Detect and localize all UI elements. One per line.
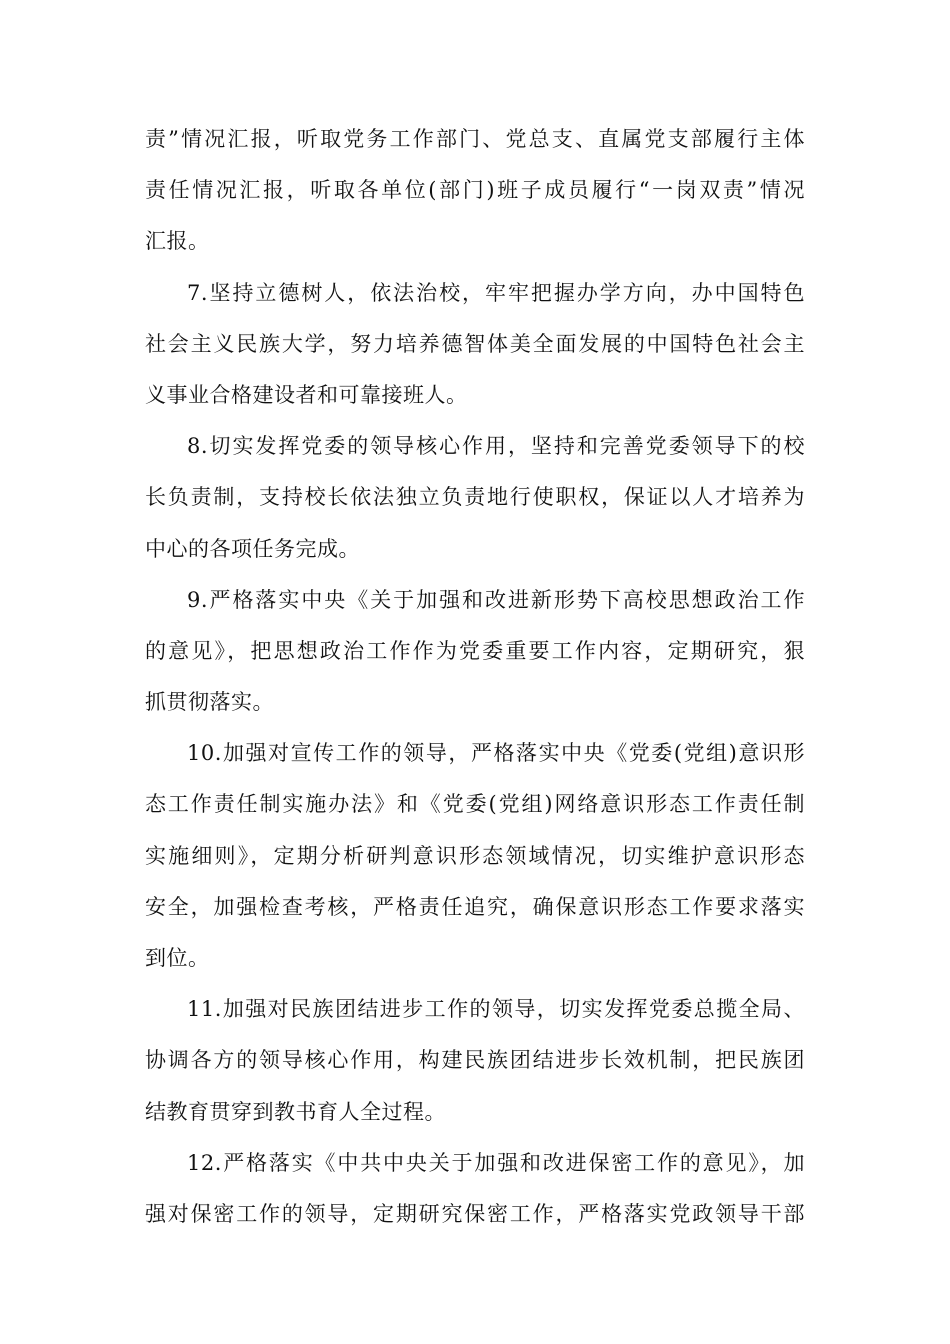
paragraph-line: 长负责制，支持校长依法独立负责地行使职权，保证以人才培养为 [145,485,805,510]
paragraph-line: 责任情况汇报，听取各单位(部门)班子成员履行“一岗双责”情况 [145,178,805,203]
paragraph-line: 7.坚持立德树人，依法治校，牢牢把握办学方向，办中国特色 [187,280,805,305]
paragraph-line: 协调各方的领导核心作用，构建民族团结进步长效机制，把民族团 [145,1048,805,1073]
paragraph-line: 12.严格落实《中共中央关于加强和改进保密工作的意见》，加 [187,1150,805,1175]
paragraph-line: 11.加强对民族团结进步工作的领导，切实发挥党委总揽全局、 [187,997,805,1022]
paragraph-line: 抓贯彻落实。 [145,690,274,715]
paragraph-line: 实施细则》，定期分析研判意识形态领域情况，切实维护意识形态 [145,843,805,868]
paragraph-line: 强对保密工作的领导，定期研究保密工作，严格落实党政领导干部 [145,1201,805,1226]
paragraph-line: 义事业合格建设者和可靠接班人。 [145,382,468,407]
paragraph-line: 10.加强对宣传工作的领导，严格落实中央《党委(党组)意识形 [187,741,805,766]
paragraph-line: 汇报。 [145,229,210,254]
paragraph-line: 中心的各项任务完成。 [145,536,360,561]
paragraph-line: 8.切实发挥党委的领导核心作用，坚持和完善党委领导下的校 [187,434,805,459]
paragraph-line: 态工作责任制实施办法》和《党委(党组)网络意识形态工作责任制 [145,792,805,817]
paragraph-line: 责”情况汇报，听取党务工作部门、党总支、直属党支部履行主体 [145,127,805,151]
document-body [145,114,805,1240]
paragraph-line: 的意见》，把思想政治工作作为党委重要工作内容，定期研究，狠 [145,638,805,663]
paragraph-line: 社会主义民族大学，努力培养德智体美全面发展的中国特色社会主 [145,331,805,356]
paragraph-line: 安全，加强检查考核，严格责任追究，确保意识形态工作要求落实 [145,894,805,919]
paragraph-line: 9.严格落实中央《关于加强和改进新形势下高校思想政治工作 [187,587,805,612]
paragraph-line: 结教育贯穿到教书育人全过程。 [145,1099,446,1124]
paragraph-line: 到位。 [145,946,210,970]
